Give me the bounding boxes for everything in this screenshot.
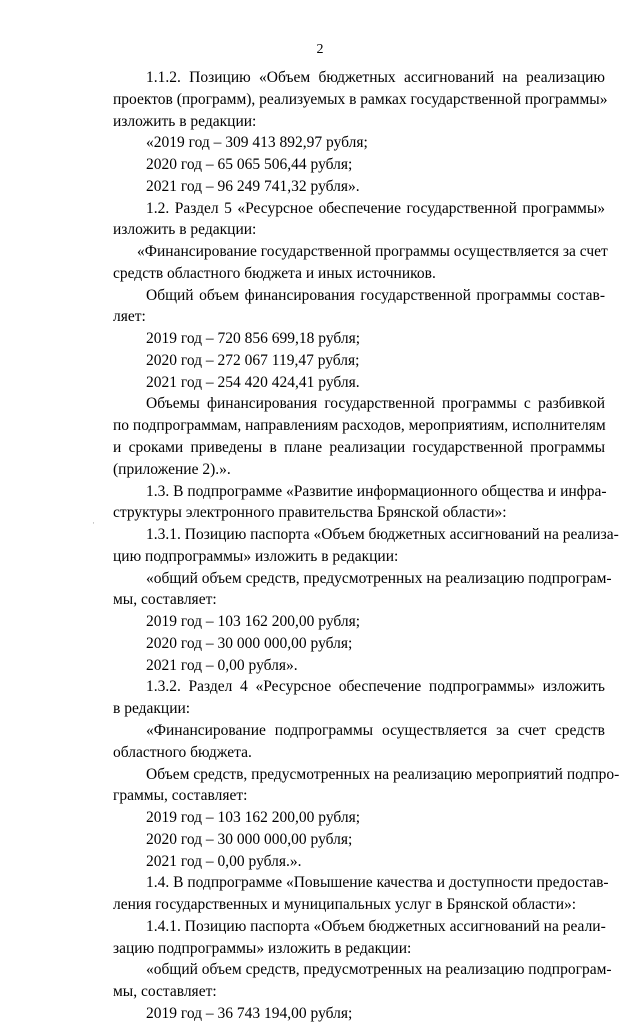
text-line: (приложение 2).». [113, 460, 231, 478]
text-line: «общий объем средств, предусмотренных на реализацию подпрограм- [146, 569, 612, 587]
text-line: ляет: [113, 308, 146, 326]
text-line: 2019 год – 720 856 699,18 рубля; [146, 330, 361, 348]
text-line: Общий объем финансирования государственной программы состав- [146, 286, 605, 304]
text-line: и сроками приведены в плане реализации государственной программы [113, 439, 605, 457]
text-line: мы, составляет: [113, 983, 217, 1001]
text-line: 2021 год – 0,00 рубля.». [146, 852, 302, 870]
text-line: проектов (программ), реализуемых в рамках государственной программы» [113, 90, 608, 108]
text-line: 1.4. В подпрограмме «Повышение качества и доступности предостав- [146, 874, 609, 892]
text-line: изложить в редакции: [113, 221, 257, 239]
text-line: Объем средств, предусмотренных на реализацию мероприятий подпро- [146, 765, 620, 783]
text-line: «Финансирование подпрограммы осуществляется за счет средств [146, 721, 605, 739]
text-line: средств областного бюджета и иных источников. [113, 264, 436, 282]
text-line: 2020 год – 65 065 506,44 рубля; [146, 156, 353, 174]
document-body [113, 67, 620, 1025]
text-line: «2019 год – 309 413 892,97 рубля; [146, 134, 368, 152]
text-line: мы, составляет: [113, 591, 217, 609]
page-number: 2 [316, 42, 324, 57]
text-line: изложить в редакции: [113, 112, 257, 130]
text-line: в редакции: [113, 700, 191, 718]
text-line: 1.3.1. Позицию паспорта «Объем бюджетных ассигнований на реализа- [146, 526, 619, 544]
margin-mark: · [92, 518, 95, 528]
text-line: 2019 год – 36 743 194,00 рубля; [146, 1004, 353, 1022]
text-line: 2021 год – 96 249 741,32 рубля». [146, 177, 360, 195]
text-line: 1.2. Раздел 5 «Ресурсное обеспечение государственной программы» [146, 199, 605, 217]
text-line: 1.1.2. Позицию «Объем бюджетных ассигнований на реализацию [146, 69, 605, 86]
text-line: «Финансирование государственной программы осуществляется за счет [137, 243, 608, 261]
text-line: 2019 год – 103 162 200,00 рубля; [146, 809, 361, 827]
text-line: 2019 год – 103 162 200,00 рубля; [146, 613, 361, 631]
text-line: 2021 год – 254 420 424,41 рубля. [146, 373, 360, 391]
text-line: 1.3.2. Раздел 4 «Ресурсное обеспечение подпрограммы» изложить [146, 678, 605, 696]
text-line: по подпрограммам, направлениям расходов, мероприятиям, исполнителям [113, 417, 606, 435]
text-line: 1.3. В подпрограмме «Развитие информационного общества и инфра- [146, 482, 607, 500]
text-line: цию подпрограммы» изложить в редакции: [113, 547, 399, 565]
text-line: ления государственных и муниципальных услуг в Брянской области»: [113, 896, 577, 914]
text-line: областного бюджета. [113, 743, 252, 761]
text-line: 1.4.1. Позицию паспорта «Объем бюджетных ассигнований на реали- [146, 917, 606, 935]
text-line: структуры электронного правительства Брянской области»: [113, 504, 507, 522]
text-line: граммы, составляет: [113, 787, 248, 805]
text-line: 2020 год – 272 067 119,47 рубля; [146, 351, 360, 369]
text-line: Объемы финансирования государственной программы с разбивкой [146, 395, 605, 413]
text-line: зацию подпрограммы» изложить в редакции: [113, 939, 412, 957]
text-line: 2021 год – 0,00 рубля». [146, 656, 298, 674]
text-line: «общий объем средств, предусмотренных на реализацию подпрограм- [146, 961, 612, 979]
text-line: 2020 год – 30 000 000,00 рубля; [146, 634, 353, 652]
text-line: 2020 год – 30 000 000,00 рубля; [146, 830, 353, 848]
